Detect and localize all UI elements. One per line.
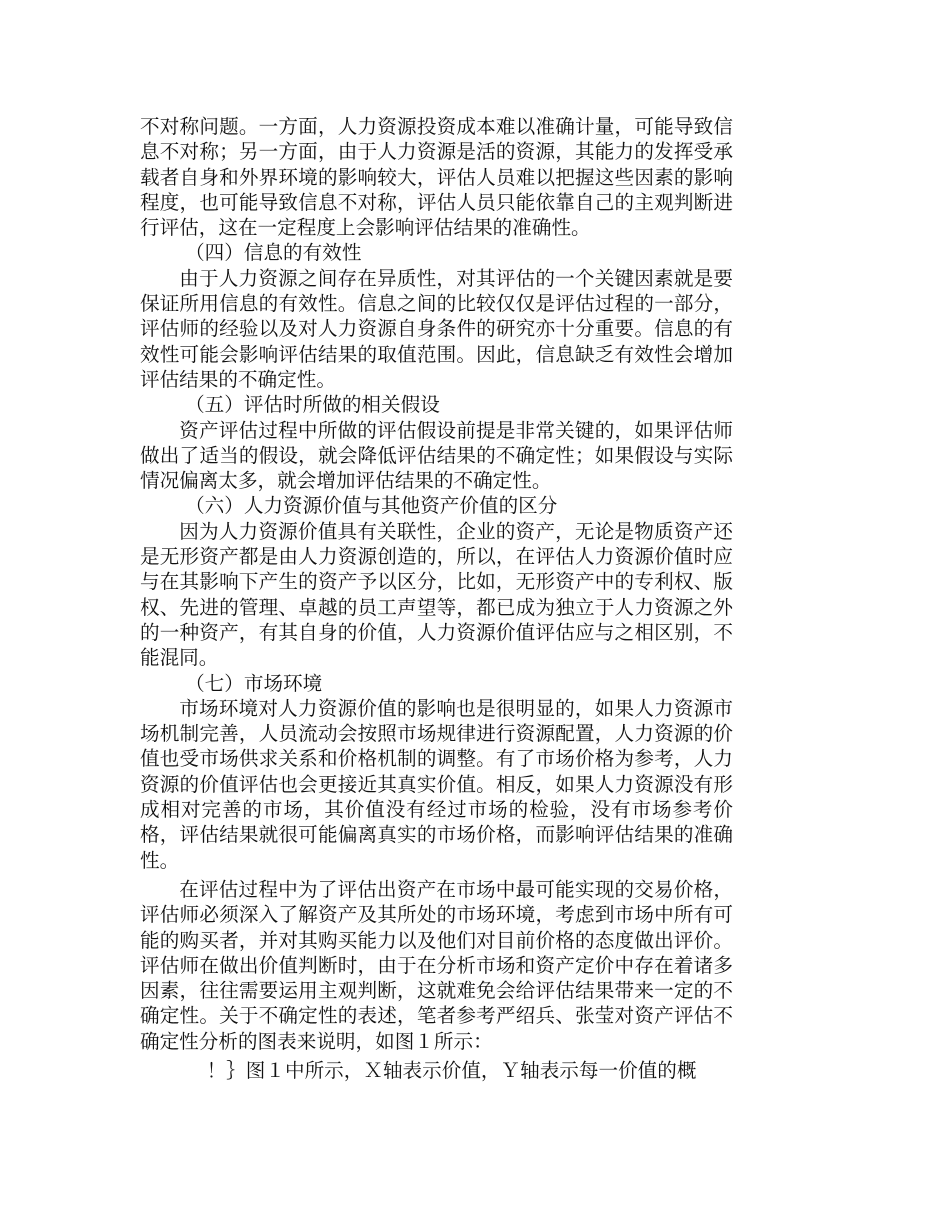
paragraph-assumptions: 资产评估过程中所做的评估假设前提是非常关键的，如果评估师做出了适当的假设，就会降低评估结果的不确定性；如果假设与实际情况偏离太多，就会增加评估结果的不确定性。 (140, 418, 733, 493)
document-page (140, 114, 733, 1083)
paragraph-market-environment: 市场环境对人力资源价值的影响也是很明显的，如果人力资源市场机制完善，人员流动会按照市场规律进行资源配置，人力资源的价值也受市场供求关系和价格机制的调整。有了市场价格为参考，人力资源的价值评估也会更接近其真实价值。相反，如果人力资源没有形成相对完善的市场，其价值没有经过市场的检验，没有市场参考价格，评估结果就很可能偏离真实的市场价格，而影响评估结果的准确性。 (140, 696, 733, 872)
paragraph-information-asymmetry: 不对称问题。一方面，人力资源投资成本难以准确计量，可能导致信息不对称；另一方面，由于人力资源是活的资源，其能力的发挥受承载者自身和外界环境的影响较大，评估人员难以把握这些因素的影响程度，也可能导致信息不对称，评估人员只能依靠自己的主观判断进行评估，这在一定程度上会影响评估结果的准确性。 (140, 115, 733, 240)
section-heading-6: （六）人力资源价值与其他资产价值的区分 (185, 494, 558, 518)
paragraph-evaluation-process: 在评估过程中为了评估出资产在市场中最可能实现的交易价格，评估师必须深入了解资产及其所处的市场环境，考虑到市场中所有可能的购买者，并对其购买能力以及他们对目前价格的态度做出评价。评估师在做出价值判断时，由于在分析市场和资产定价中存在着诸多因素，往往需要运用主观判断，这就难免会给评估结果带来一定的不确定性。关于不确定性的表述，笔者参考严绍兵、张莹对资产评估不确定性分析的图表来说明，如图１所示： (140, 877, 733, 1053)
paragraph-value-distinction: 因为人力资源价值具有关联性，企业的资产，无论是物质资产还是无形资产都是由人力资源创造的，所以，在评估人力资源价值时应与在其影响下产生的资产予以区分，比如，无形资产中的专利权、版权、先进的管理、卓越的员工声望等，都已成为独立于人力资源之外的一种资产，有其自身的价值，人力资源价值评估应与之相区别，不能混同。 (140, 519, 733, 670)
paragraph-information-validity: 由于人力资源之间存在异质性，对其评估的一个关键因素就是要保证所用信息的有效性。信息之间的比较仅仅是评估过程的一部分，评估师的经验以及对人力资源自身条件的研究亦十分重要。信息的有效性可能会影响评估结果的取值范围。因此，信息缺乏有效性会增加评估结果的不确定性。 (140, 266, 733, 391)
figure-reference-line: ！｝图１中所示，Ｘ轴表示价值，Ｙ轴表示每一价值的概 (206, 1058, 697, 1082)
section-heading-5: （五）评估时所做的相关假设 (185, 393, 440, 417)
section-heading-7: （七）市场环境 (185, 671, 323, 695)
section-heading-4: （四）信息的有效性 (185, 241, 362, 265)
